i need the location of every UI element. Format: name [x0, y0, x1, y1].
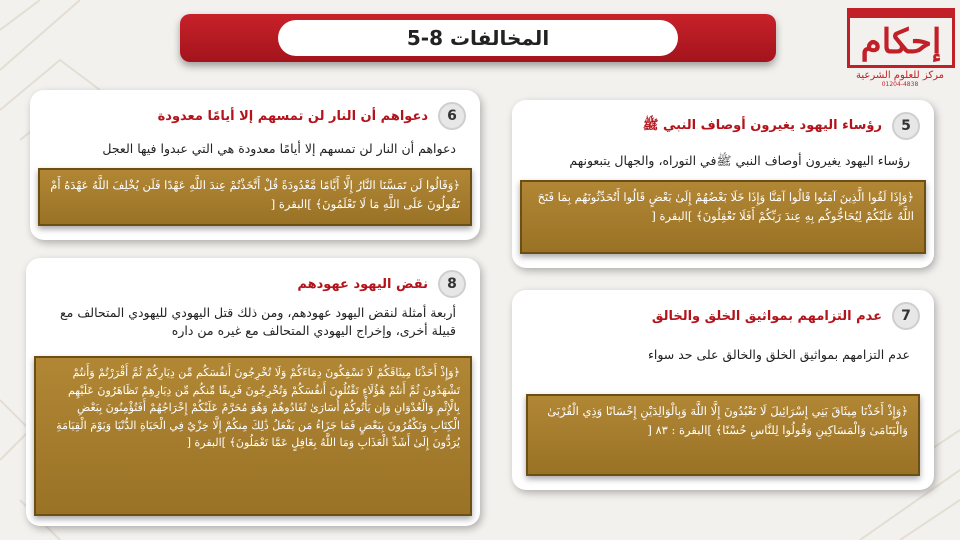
logo-phone: 01204-4838: [881, 81, 919, 88]
logo-mark: إحكام: [847, 8, 955, 68]
card-6: [30, 90, 480, 240]
card-7: [512, 290, 934, 490]
card-6-header: [158, 102, 466, 130]
card-7-verse: ﴿وَإِذْ أَخَذْنَا مِيثَاقَ بَنِي إِسْرَائِيلَ لَا تَعْبُدُونَ إِلَّا اللَّهَ وَبِالْوَالِدَيْنِ إِحْسَانًا وَذِي الْقُرْبَىٰ وَالْيَتَامَىٰ وَالْمَسَاكِينِ وَقُولُوا لِلنَّاسِ حُسْنًا﴾ ]البقرة : ٨٣ [: [526, 394, 920, 476]
card-8-header: [297, 270, 466, 298]
card-7-text: عدم التزامهم بمواثيق الخلق والخالق على حد سواء: [647, 347, 910, 362]
card-6-number-badge: 6: [438, 102, 466, 130]
card-8-text: أربعة أمثلة لنقض اليهود عهودهم، ومن ذلك قتل اليهودي لليهودي المتحالف مع قبيلة أخرى، وإخراج اليهودي المتحالف مع غيره من داره: [60, 305, 456, 338]
card-6-title: دعواهم أن النار لن تمسهم إلا أيامًا معدودة: [157, 108, 428, 124]
card-5-verse: ﴿وَإِذَا لَقُوا الَّذِينَ آمَنُوا قَالُوا آمَنَّا وَإِذَا خَلَا بَعْضُهُمْ إِلَىٰ بَعْضٍ قَالُوا أَتُحَدِّثُونَهُم بِمَا فَتَحَ اللَّهُ عَلَيْكُمْ لِيُحَاجُّوكُم بِهِ عِندَ رَبِّكُمْ أَفَلَا تَعْقِلُونَ﴾ ]البقرة [: [520, 180, 926, 254]
card-7-number-badge: 7: [892, 302, 920, 330]
card-5-number-badge: 5: [892, 112, 920, 140]
card-5-title: رؤساء اليهود يغيرون أوصاف النبي ﷺ: [642, 117, 882, 133]
slide-title: المخالفات 8-5: [278, 20, 678, 56]
card-6-text: دعواهم أن النار لن تمسهم إلا أيامًا معدودة هي التي عبدوا فيها العجل: [102, 141, 456, 156]
card-8: [26, 258, 480, 526]
card-6-verse: ﴿وَقَالُوا لَن تَمَسَّنَا النَّارُ إِلَّا أَيَّامًا مَّعْدُودَةً قُلْ أَتَّخَذْتُمْ عِندَ اللَّهِ عَهْدًا فَلَن يُخْلِفَ اللَّهُ عَهْدَهُ أَمْ تَقُولُونَ عَلَى اللَّهِ مَا لَا تَعْلَمُونَ﴾ ]البقرة [: [38, 168, 472, 226]
card-5-header: [643, 112, 920, 140]
logo: [845, 8, 955, 100]
card-5: [512, 100, 934, 268]
card-8-title: نقض اليهود عهودهم: [297, 276, 428, 292]
card-7-header: [652, 302, 920, 330]
card-8-verse: ﴿وَإِذْ أَخَذْنَا مِيثَاقَكُمْ لَا تَسْفِكُونَ دِمَاءَكُمْ وَلَا تُخْرِجُونَ أَنفُسَكُم مِّن دِيَارِكُمْ ثُمَّ أَقْرَرْتُمْ وَأَنتُمْ تَشْهَدُونَ ثُمَّ أَنتُمْ هَٰؤُلَاءِ تَقْتُلُونَ أَنفُسَكُمْ وَتُخْرِجُونَ فَرِيقًا مِّنكُم مِّن دِيَارِهِمْ تَظَاهَرُونَ عَلَيْهِم بِالْإِثْمِ وَالْعُدْوَانِ وَإِن يَأْتُوكُمْ أُسَارَىٰ تُفَادُوهُمْ وَهُوَ مُحَرَّمٌ عَلَيْكُمْ إِخْرَاجُهُمْ أَفَتُؤْمِنُونَ بِبَعْضِ الْكِتَابِ وَتَكْفُرُونَ بِبَعْضٍ فَمَا جَزَاءُ مَن يَفْعَلُ ذَٰلِكَ مِنكُمْ إِلَّا خِزْيٌ فِي الْحَيَاةِ الدُّنْيَا وَيَوْمَ الْقِيَامَةِ يُرَدُّونَ إِلَىٰ أَشَدِّ الْعَذَابِ وَمَا اللَّهُ بِغَافِلٍ عَمَّا تَعْمَلُونَ﴾ ]البقرة [: [34, 356, 472, 516]
card-7-title: عدم التزامهم بمواثيق الخلق والخالق: [651, 308, 882, 324]
logo-subtitle: مركز للعلوم الشرعية: [856, 70, 944, 81]
title-banner: [180, 14, 776, 62]
card-8-number-badge: 8: [438, 270, 466, 298]
card-5-text: رؤساء اليهود يغيرون أوصاف النبي ﷺفي التوراه، والجهال يتبعونهم: [569, 153, 910, 168]
